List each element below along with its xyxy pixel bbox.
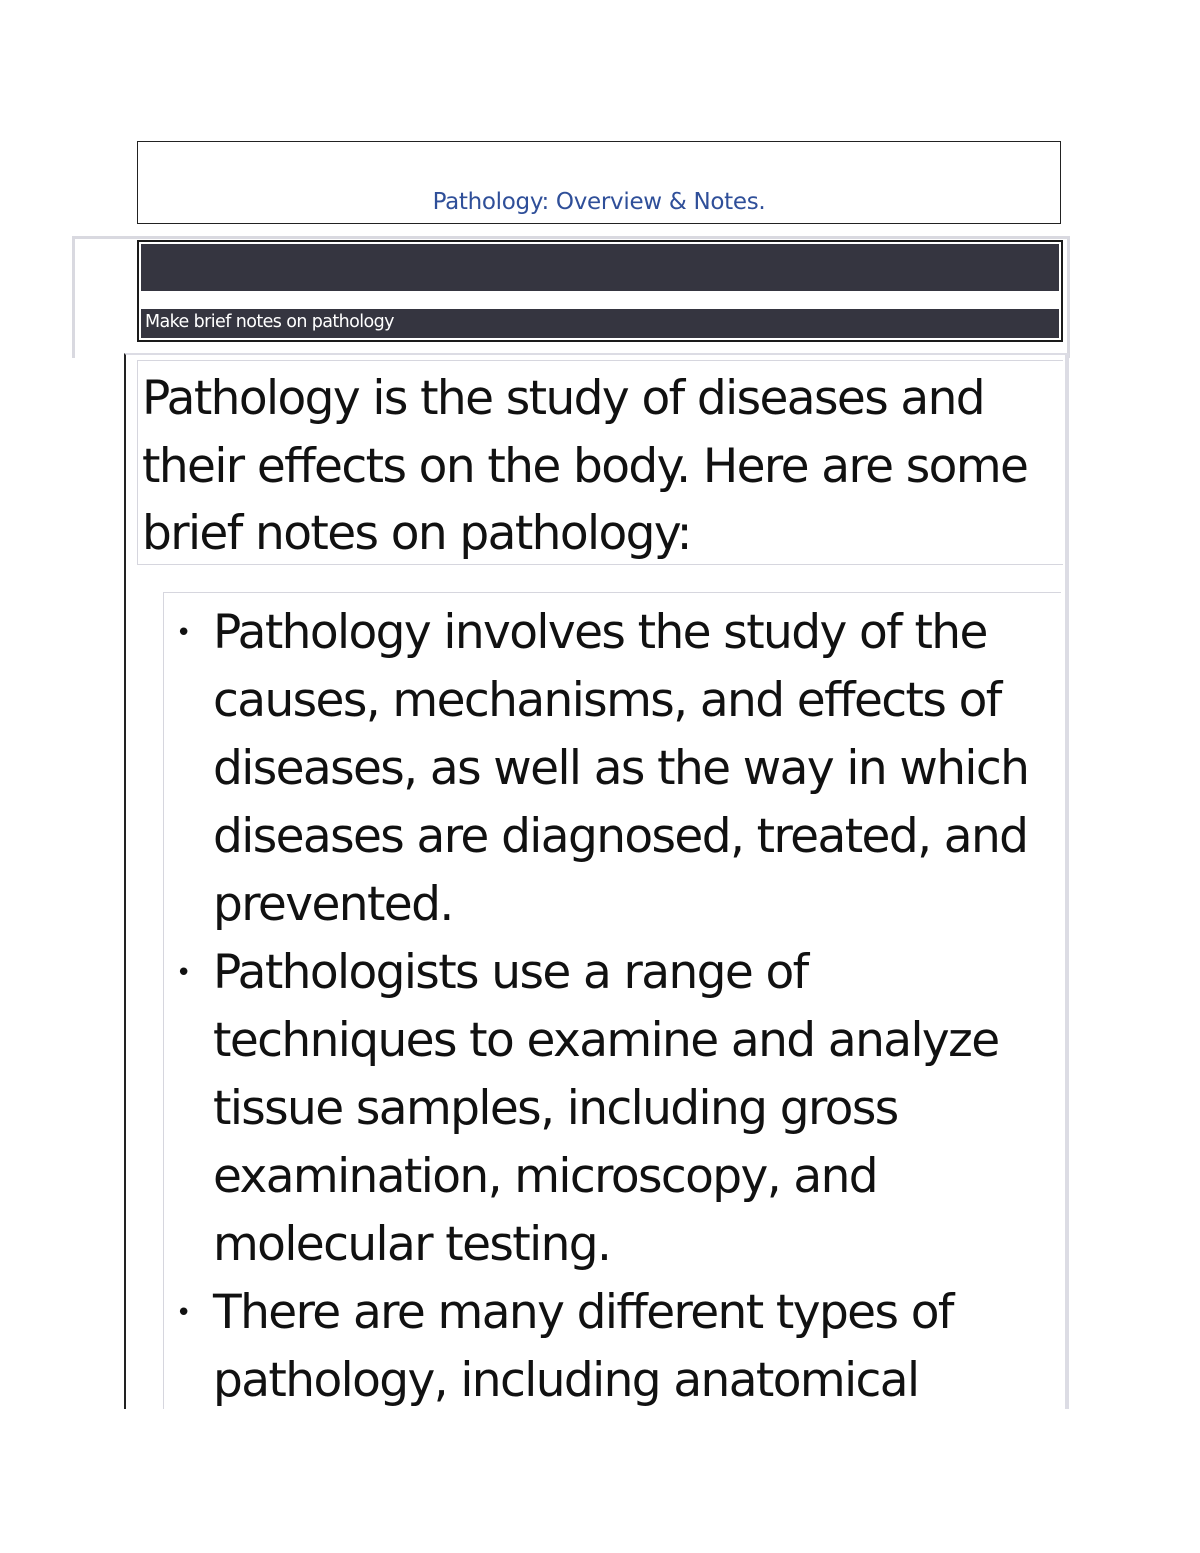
- list-item: [164, 1279, 1054, 1415]
- bullet-icon: •: [176, 618, 190, 648]
- prompt-box: [137, 240, 1063, 342]
- notes-list-box: [163, 592, 1061, 1422]
- notes-list: [164, 599, 1054, 1415]
- intro-box: [137, 360, 1063, 565]
- bullet-icon: •: [176, 1298, 190, 1328]
- prompt-band: [141, 309, 1059, 338]
- prompt-text: Make brief notes on pathology: [145, 312, 394, 332]
- note-text: Pathology involves the study of the causes, mechanisms, and effects of diseases, as well as the way in which diseases are diagnosed, treated, and prevented.: [213, 605, 1029, 932]
- document-title: Pathology: Overview & Notes.: [432, 189, 766, 215]
- document-title-box: [137, 141, 1061, 224]
- list-item: [164, 939, 1054, 1279]
- page-bottom-margin: [0, 1409, 1200, 1553]
- intro-paragraph: Pathology is the study of diseases and their effects on the body. Here are some brief notes on pathology:: [142, 371, 1028, 561]
- list-item: [164, 599, 1054, 939]
- note-text: There are many different types of pathology, including anatomical: [213, 1285, 953, 1408]
- prompt-header-band: [141, 244, 1059, 291]
- note-text: Pathologists use a range of techniques to examine and analyze tissue samples, including gross examination, microscopy, and molecular testing.: [213, 945, 999, 1272]
- bullet-icon: •: [176, 958, 190, 988]
